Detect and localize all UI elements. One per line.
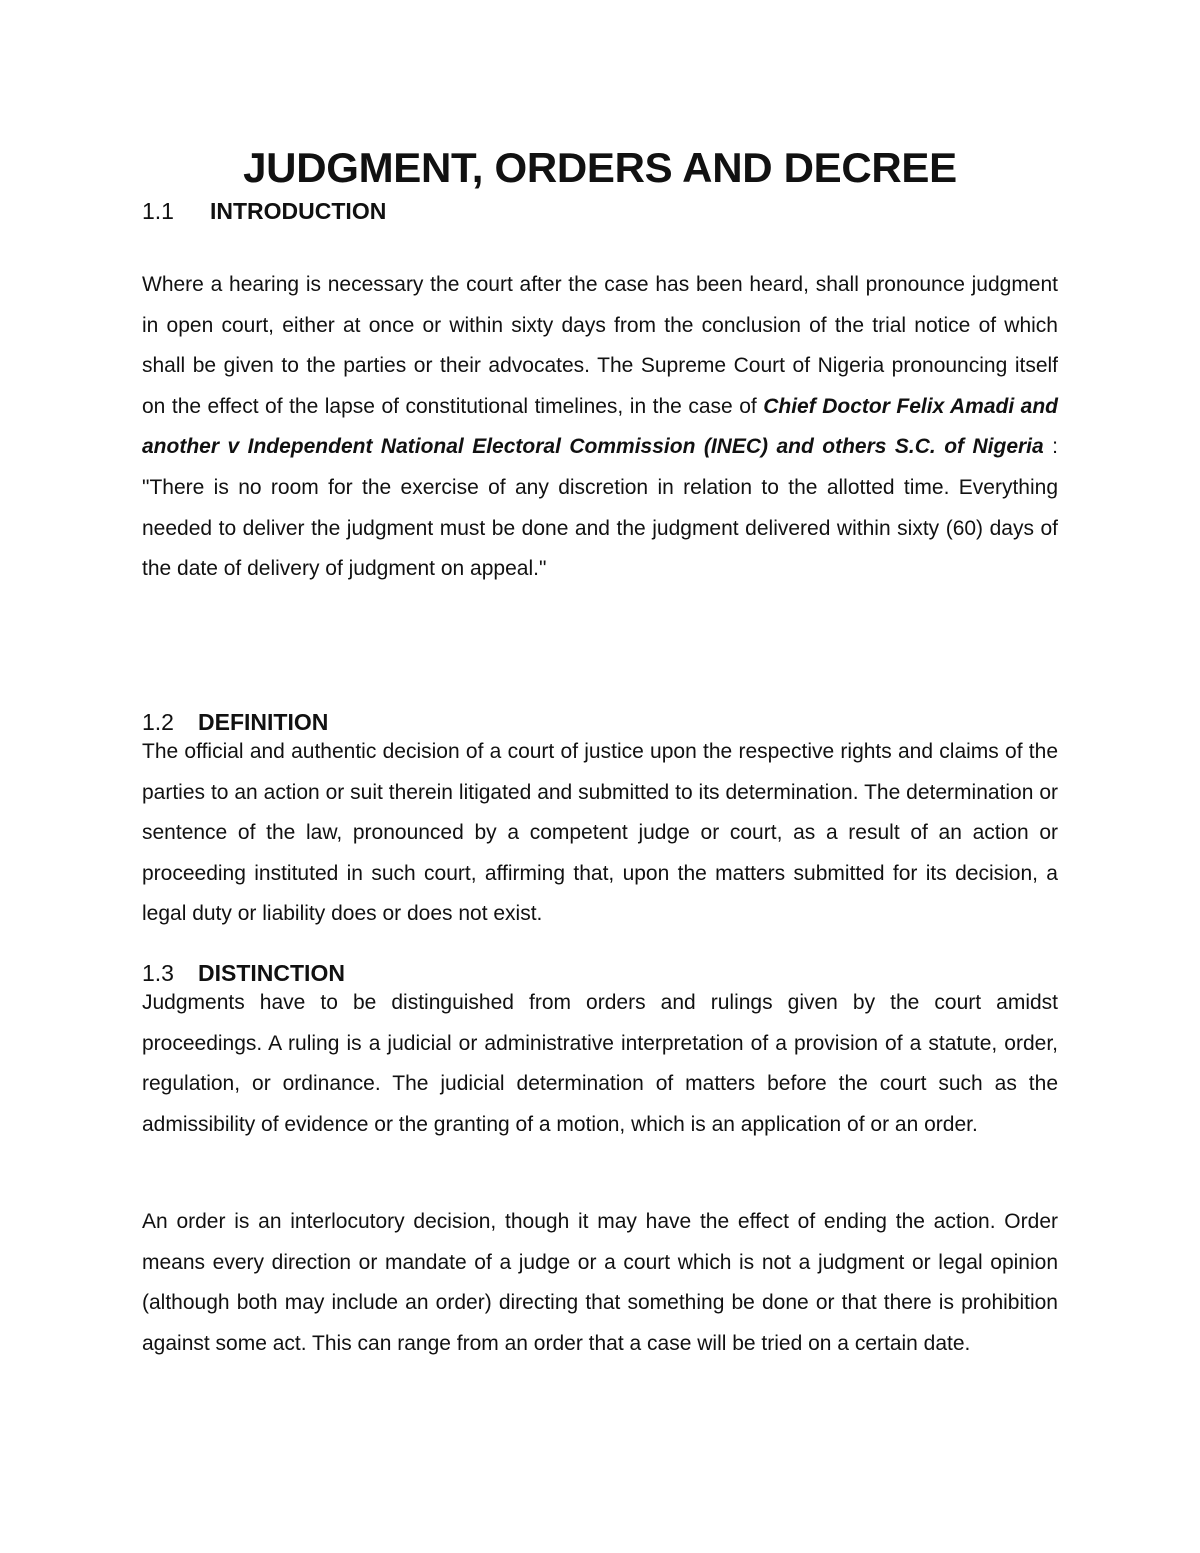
section-number: 1.1 — [142, 198, 174, 224]
distinction-paragraph: Judgments have to be distinguished from orders and rulings given by the court amidst proceedings. A ruling is a judicial or administrative interpretation of a provision of a statute, order, regulation, or ordinance. The judicial determination of matters before the court such as the admissibility of evidence or the granting of a motion, which is an application of or an order. — [142, 991, 1058, 1136]
document-title: JUDGMENT, ORDERS AND DECREE — [243, 144, 957, 191]
section-title: DISTINCTION — [198, 960, 345, 986]
definition-paragraph: The official and authentic decision of a court of justice upon the respective rights and claims of the parties to an action or suit therein litigated and submitted to its determination. The determination or sentence of the law, pronounced by a competent judge or court, as a result of an action or proceeding instituted in such court, affirming that, upon the matters submitted for its decision, a legal duty or liability does or does not exist. — [142, 740, 1058, 926]
section-title: INTRODUCTION — [210, 198, 387, 224]
section-title: DEFINITION — [198, 709, 329, 735]
introduction-paragraph — [142, 265, 1058, 590]
section-number: 1.2 — [142, 709, 174, 735]
section-number: 1.3 — [142, 960, 174, 986]
introduction-text-lead: Where a hearing is necessary the court after the case has been heard, shall pronounce judgment in open court, either at once or within sixty days from the conclusion of the trial notice of which shall be given to the parties or their advocates. The Supreme Court of Nigeria pronouncing itself on the effect of the lapse of constitutional timelines, in the case of — [142, 273, 1058, 418]
order-paragraph: An order is an interlocutory decision, though it may have the effect of ending the action. Order means every direction or mandate of a judge or a court which is not a judgment or legal opinion (although both may include an order) directing that something be done or that there is prohibition against some act. This can range from an order that a case will be tried on a certain date. — [142, 1210, 1058, 1355]
introduction-quote: : "There is no room for the exercise of any discretion in relation to the allotted time. Everything needed to deliver the judgment must be done and the judgment delivered within sixty (60) days of the date of delivery of judgment on appeal." — [142, 435, 1058, 581]
case-citation: Chief Doctor Felix Amadi and another v Independent National Electoral Commission (INEC) and others S.C. of Nigeria — [142, 394, 1058, 459]
section-heading-introduction — [142, 196, 386, 226]
